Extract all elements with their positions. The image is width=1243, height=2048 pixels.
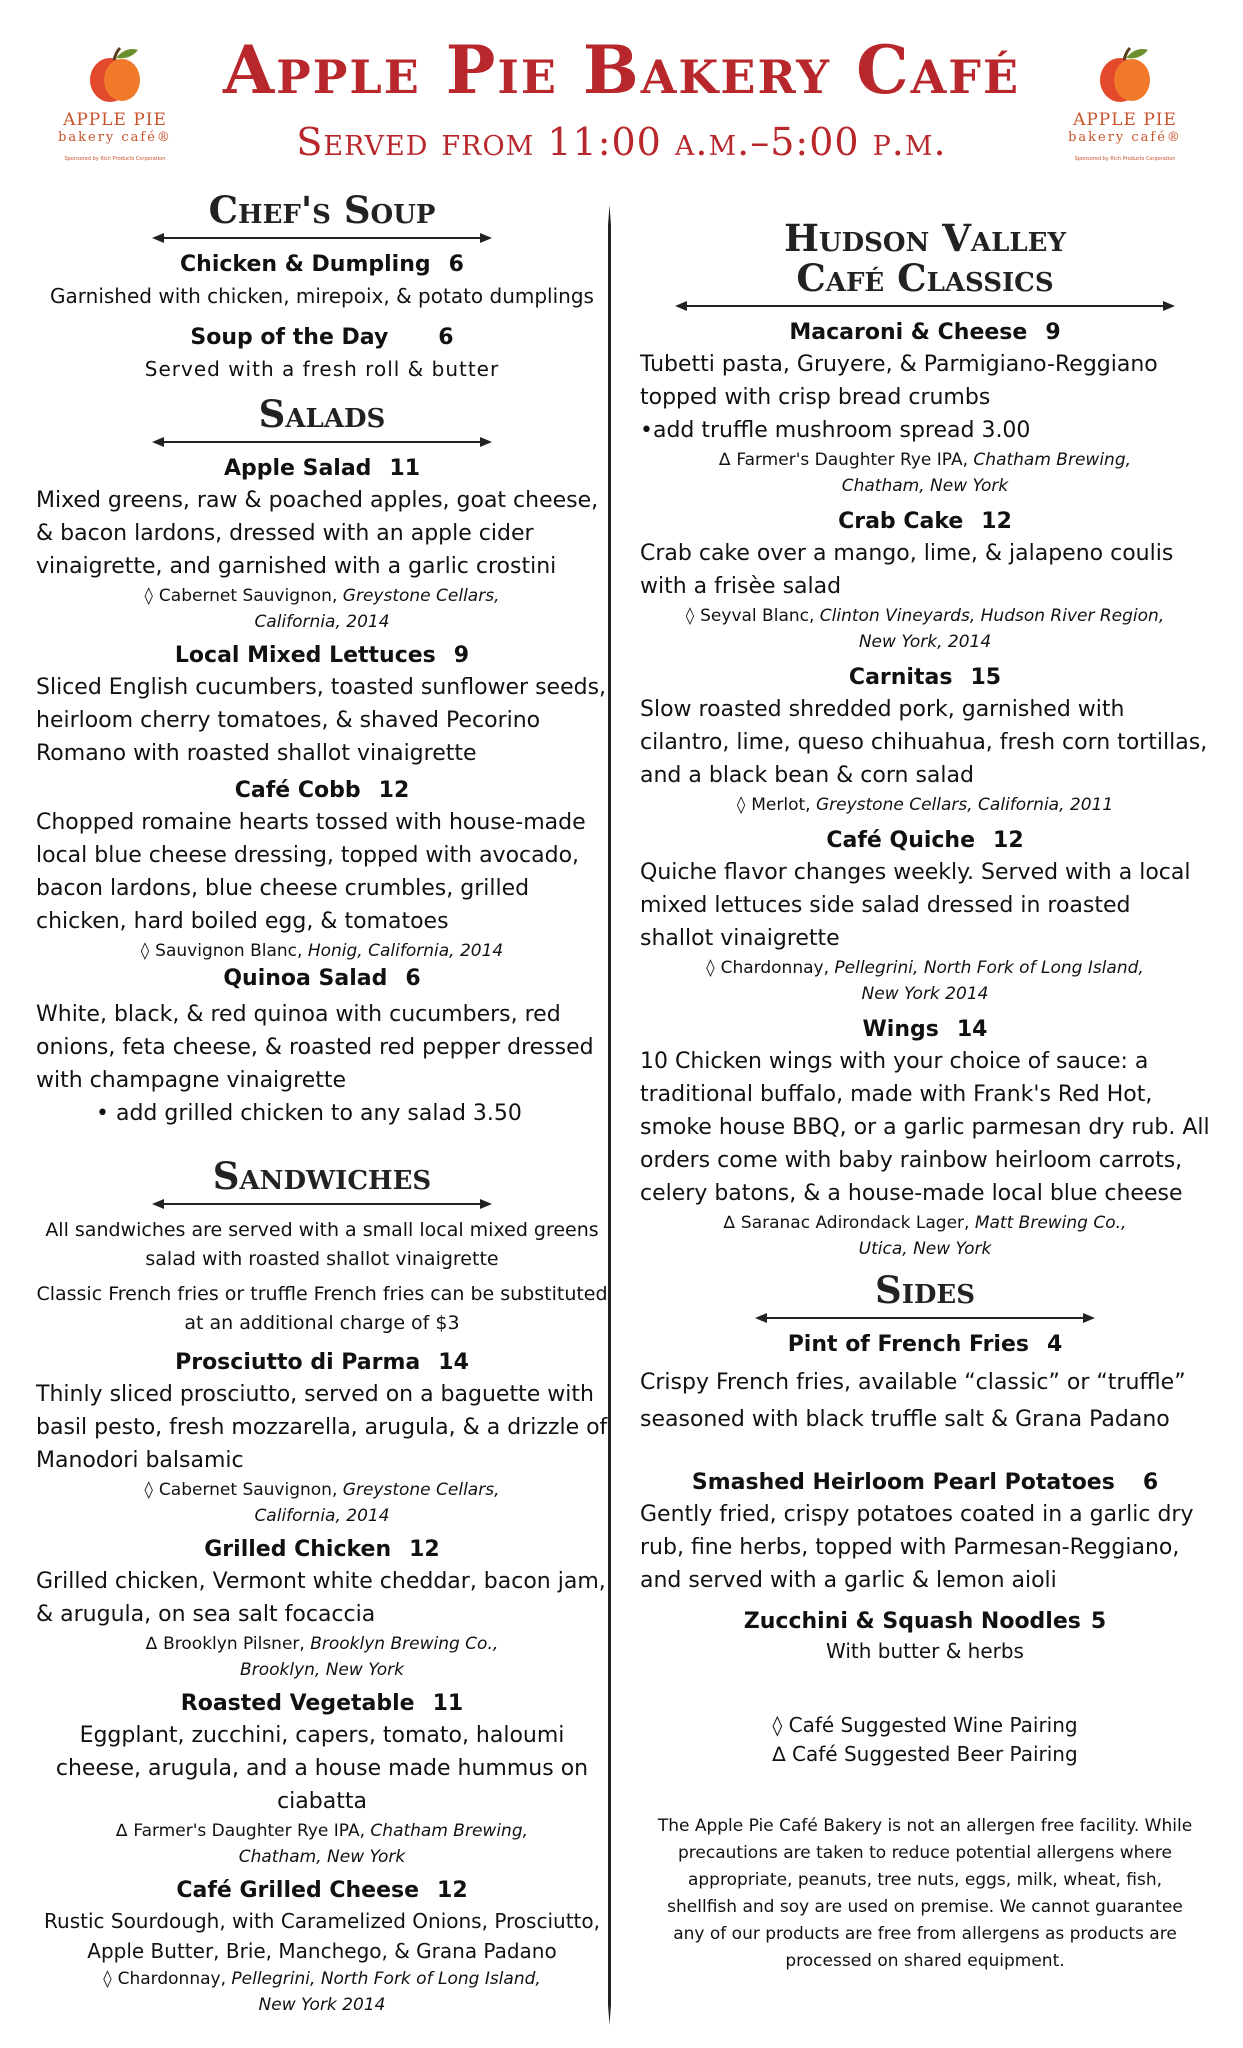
- menu-item-name: Café Quiche 12: [826, 828, 1024, 853]
- section-title: Sides: [874, 1268, 976, 1312]
- menu-item-name: Soup of the Day 6: [190, 325, 454, 350]
- menu-item-description: Crispy French fries, available “classic” or “truffle” seasoned with black truffle salt & Grana Padano: [640, 1370, 1186, 1432]
- logo-name: APPLE PIE: [1073, 110, 1177, 130]
- menu-item-description: Gently fried, crispy potatoes coated in a garlic dry rub, fine herbs, topped with Parmesan-Reggiano, and served with a garlic & lemon aioli: [640, 1502, 1194, 1593]
- pairing-legend: [640, 1711, 1210, 1769]
- menu-item-description: Crab cake over a mango, lime, & jalapeno coulis with a frisèe salad: [640, 541, 1174, 599]
- menu-item-description: Quiche flavor changes weekly. Served with a local mixed lettuces side salad dressed in roasted shallot vinaigrette: [640, 860, 1191, 951]
- menu-item-name: Grilled Chicken 12: [204, 1537, 440, 1562]
- soup-section: [36, 190, 608, 386]
- menu-item-name: Café Grilled Cheese 12: [176, 1878, 468, 1903]
- menu-item-name: Pint of French Fries 4: [787, 1332, 1063, 1357]
- mac-addon: •add truffle mushroom spread 3.00: [640, 418, 1031, 443]
- menu-item-name: Chicken & Dumpling 6: [180, 252, 464, 277]
- section-title: Hudson Valley: [783, 216, 1067, 260]
- menu-item-description: With butter & herbs: [826, 1639, 1024, 1663]
- pairing-note: ◊ Chardonnay, Pellegrini, North Fork of Long Island, New York 2014: [706, 958, 1144, 1004]
- menu-item-name: Café Cobb 12: [234, 778, 410, 803]
- section-title: Café Classics: [796, 256, 1054, 300]
- menu-item-name: Roasted Vegetable 11: [180, 1691, 464, 1716]
- logo-sub: bakery café®: [58, 130, 172, 145]
- pairing-note: ∆ Farmer's Daughter Rye IPA, Chatham Brewing, Chatham, New York: [718, 450, 1132, 496]
- menu-item-description: Mixed greens, raw & poached apples, goat cheese, & bacon lardons, dressed with an apple cider vinaigrette, and garnished with a garlic crostini: [36, 488, 599, 579]
- classics-section: [640, 218, 1210, 1262]
- flourish-divider: [152, 1198, 492, 1210]
- menu-title: Apple Pie Bakery Café: [222, 31, 1021, 109]
- sides-section: [640, 1270, 1210, 1665]
- pairing-note: ∆ Brooklyn Pilsner, Brooklyn Brewing Co., Brooklyn, New York: [145, 1634, 499, 1680]
- flourish-divider: [755, 1312, 1095, 1324]
- menu-item-description: Slow roasted shredded pork, garnished with cilantro, lime, queso chihuahua, fresh corn tortillas, and a black bean & corn salad: [640, 697, 1208, 788]
- pairing-note: ◊ Sauvignon Blanc, Honig, California, 2014: [140, 941, 504, 961]
- allergen-notice: The Apple Pie Café Bakery is not an allergen free facility. While precautions are taken to reduce potential allergens where appropriate, peanuts, tree nuts, eggs, milk, wheat, fish, shellfish and soy are used on premise. We cannot guarantee any of our products are free from allergens as products are processed on shared equipment.: [657, 1816, 1193, 1971]
- menu-hours: Served from 11:00 a.m.–5:00 p.m.: [296, 120, 947, 164]
- column-divider: [608, 205, 611, 2025]
- flourish-divider: [152, 436, 492, 448]
- logo-name: APPLE PIE: [63, 110, 167, 130]
- menu-item-name: Wings 14: [862, 1017, 988, 1042]
- pairing-note: ∆ Farmer's Daughter Rye IPA, Chatham Brewing, Chatham, New York: [115, 1821, 529, 1867]
- menu-item-description: Tubetti pasta, Gruyere, & Parmigiano-Reggiano topped with crisp bread crumbs: [640, 352, 1158, 410]
- menu-item-description: Garnished with chicken, mirepoix, & potato dumplings: [50, 284, 594, 308]
- menu-item-description: Chopped romaine hearts tossed with house-made local blue cheese dressing, topped with avocado, bacon lardons, blue cheese crumbles, grilled chicken, hard boiled egg, & tomatoes: [36, 810, 586, 934]
- pairing-note: ◊ Seyval Blanc, Clinton Vineyards, Hudson River Region, New York, 2014: [685, 606, 1165, 652]
- menu-item-name: Prosciutto di Parma 14: [175, 1350, 469, 1375]
- salad-addon: • add grilled chicken to any salad 3.50: [96, 1101, 522, 1126]
- sandwich-note: Classic French fries or truffle French fries can be substituted at an additional charge of $3: [36, 1283, 608, 1334]
- logo-sub: bakery café®: [1068, 130, 1182, 145]
- menu-item-description: 10 Chicken wings with your choice of sauce: a traditional buffalo, made with Frank's Red Hot, smoke house BBQ, or a garlic parmesan dry rub. All orders come with baby rainbow heirloom carrots, celery batons, & a house-made local blue cheese: [640, 1049, 1210, 1206]
- menu-item-name: Zucchini & Squash Noodles 5: [743, 1609, 1107, 1634]
- pairing-note: ◊ Chardonnay, Pellegrini, North Fork of Long Island, New York 2014: [103, 1969, 541, 2015]
- menu-item-description: Served with a fresh roll & butter: [144, 357, 500, 381]
- menu-item-name: Macaroni & Cheese 9: [789, 320, 1061, 345]
- section-title: Chef's Soup: [208, 188, 436, 232]
- logo-sponsor: Sponsored by Rich Products Corporation: [1074, 156, 1176, 162]
- section-title: Salads: [258, 392, 386, 436]
- sandwich-note: All sandwiches are served with a small local mixed greens salad with roasted shallot vinaigrette: [45, 1219, 599, 1270]
- menu-item-description: Sliced English cucumbers, toasted sunflower seeds, heirloom cherry tomatoes, & shaved Pecorino Romano with roasted shallot vinaigrette: [36, 675, 607, 766]
- menu-item-name: Smashed Heirloom Pearl Potatoes 6: [691, 1470, 1159, 1495]
- wine-legend: ◊ Café Suggested Wine Pairing: [772, 1713, 1078, 1737]
- menu-item-name: Apple Salad 11: [223, 456, 421, 481]
- menu-item-name: Local Mixed Lettuces 9: [174, 643, 470, 668]
- menu-item-name: Carnitas 15: [848, 665, 1002, 690]
- logo-sponsor: Sponsored by Rich Products Corporation: [64, 156, 166, 162]
- flourish-divider: [675, 300, 1175, 312]
- flourish-divider: [152, 232, 492, 244]
- left-column: [36, 190, 608, 2018]
- menu-item-description: Eggplant, zucchini, capers, tomato, haloumi cheese, arugula, and a house made hummus on ciabatta: [55, 1723, 589, 1814]
- pairing-note: ∆ Saranac Adirondack Lager, Matt Brewing Co., Utica, New York: [723, 1213, 1127, 1259]
- menu-item-description: Rustic Sourdough, with Caramelized Onions, Prosciutto, Apple Butter, Brie, Manchego, & Grana Padano: [44, 1909, 600, 1963]
- menu-item-name: Quinoa Salad 6: [223, 966, 421, 991]
- right-column: [640, 218, 1210, 1975]
- menu-item-description: White, black, & red quinoa with cucumbers, red onions, feta cheese, & roasted red pepper dressed with champagne vinaigrette: [36, 1002, 594, 1093]
- beer-legend: ∆ Café Suggested Beer Pairing: [772, 1742, 1078, 1766]
- section-title: Sandwiches: [212, 1154, 432, 1198]
- pairing-note: ◊ Cabernet Sauvignon, Greystone Cellars, California, 2014: [144, 1480, 500, 1526]
- pairing-note: ◊ Cabernet Sauvignon, Greystone Cellars, California, 2014: [144, 586, 500, 632]
- pairing-note: ◊ Merlot, Greystone Cellars, California, 2011: [736, 795, 1114, 815]
- salads-section: [36, 394, 608, 1130]
- sandwiches-section: [36, 1156, 608, 2018]
- menu-item-description: Grilled chicken, Vermont white cheddar, bacon jam, & arugula, on sea salt focaccia: [36, 1569, 606, 1627]
- menu-item-description: Thinly sliced prosciutto, served on a baguette with basil pesto, fresh mozzarella, arugula, & a drizzle of Manodori balsamic: [36, 1382, 608, 1473]
- menu-item-name: Crab Cake 12: [838, 509, 1012, 534]
